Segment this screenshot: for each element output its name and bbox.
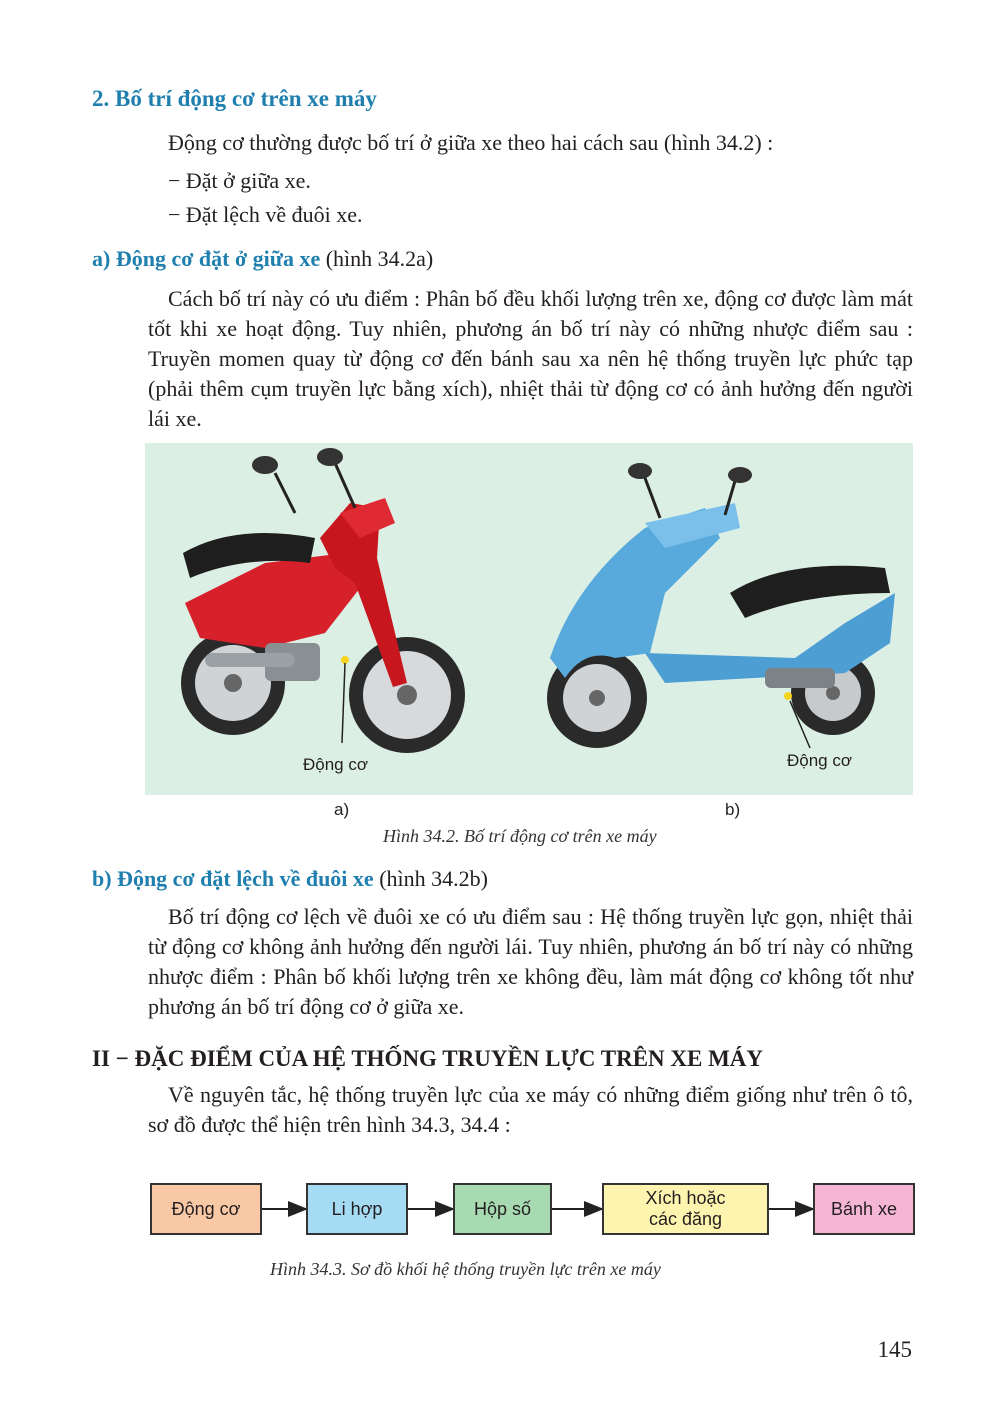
subsection-title: b) Động cơ đặt lệch về đuôi xe	[92, 866, 374, 891]
block-gearbox: Hộp số	[453, 1183, 552, 1235]
subsection-title: a) Động cơ đặt ở giữa xe	[92, 246, 321, 271]
engine-label-a: Động cơ	[303, 755, 369, 774]
motorcycles-illustration	[145, 443, 913, 795]
figure-caption: Hình 34.2. Bố trí động cơ trên xe máy	[383, 826, 657, 846]
motorcycle-a-image	[181, 448, 465, 753]
motorcycle-b-image	[547, 463, 895, 748]
block-clutch: Li hợp	[306, 1183, 408, 1235]
section-heading: 2. Bố trí động cơ trên xe máy	[92, 86, 377, 111]
paragraph: Về nguyên tắc, hệ thống truyền lực của xe máy có những điểm giống như trên ô tô, sơ đồ được thể hiện trên hình 34.3, 34.4 :	[148, 1082, 913, 1137]
chapter-heading: II − ĐẶC ĐIỂM CỦA HỆ THỐNG TRUYỀN LỰC TRÊN XE MÁY	[92, 1046, 764, 1071]
figure-photo	[145, 443, 913, 795]
sublabel-a: a)	[334, 800, 350, 819]
block-engine: Động cơ	[150, 1183, 262, 1235]
paragraph: Bố trí động cơ lệch về đuôi xe có ưu điểm sau : Hệ thống truyền lực gọn, nhiệt thải từ động cơ không ảnh hưởng đến người lái. Tuy nhiên, phương án bố trí này có những nhược điểm : Phân bố khối lượng trên xe không đều, làm mát động cơ không tốt như phương án bố trí động cơ ở giữa xe.	[148, 904, 913, 1019]
paragraph: Cách bố trí này có ưu điểm : Phân bố đều khối lượng trên xe, động cơ được làm mát tốt khi xe hoạt động. Tuy nhiên, phương án bố trí này có những nhược điểm sau : Truyền momen quay từ động cơ đến bánh sau xa nên hệ thống truyền lực phức tạp (phải thêm cụm truyền lực bằng xích), nhiệt thải từ động cơ có ảnh hưởng đến người lái xe.	[148, 286, 913, 431]
sublabel-b: b)	[725, 800, 741, 819]
block-wheel: Bánh xe	[813, 1183, 915, 1235]
engine-label-b: Động cơ	[787, 751, 853, 770]
figure-reference: (hình 34.2a)	[320, 246, 434, 271]
subsection-heading-a	[92, 246, 433, 272]
figure-caption: Hình 34.3. Sơ đồ khối hệ thống truyền lực trên xe máy	[270, 1259, 661, 1279]
bullet-item: − Đặt ở giữa xe.	[168, 168, 311, 193]
section-intro: Động cơ thường được bố trí ở giữa xe theo hai cách sau (hình 34.2) :	[168, 130, 774, 155]
page-number: 145	[877, 1337, 912, 1362]
block-chain-or-cardan: Xích hoặc các đăng	[602, 1183, 769, 1235]
subsection-heading-b	[92, 866, 488, 892]
bullet-item: − Đặt lệch về đuôi xe.	[168, 202, 363, 227]
figure-reference: (hình 34.2b)	[373, 866, 488, 891]
